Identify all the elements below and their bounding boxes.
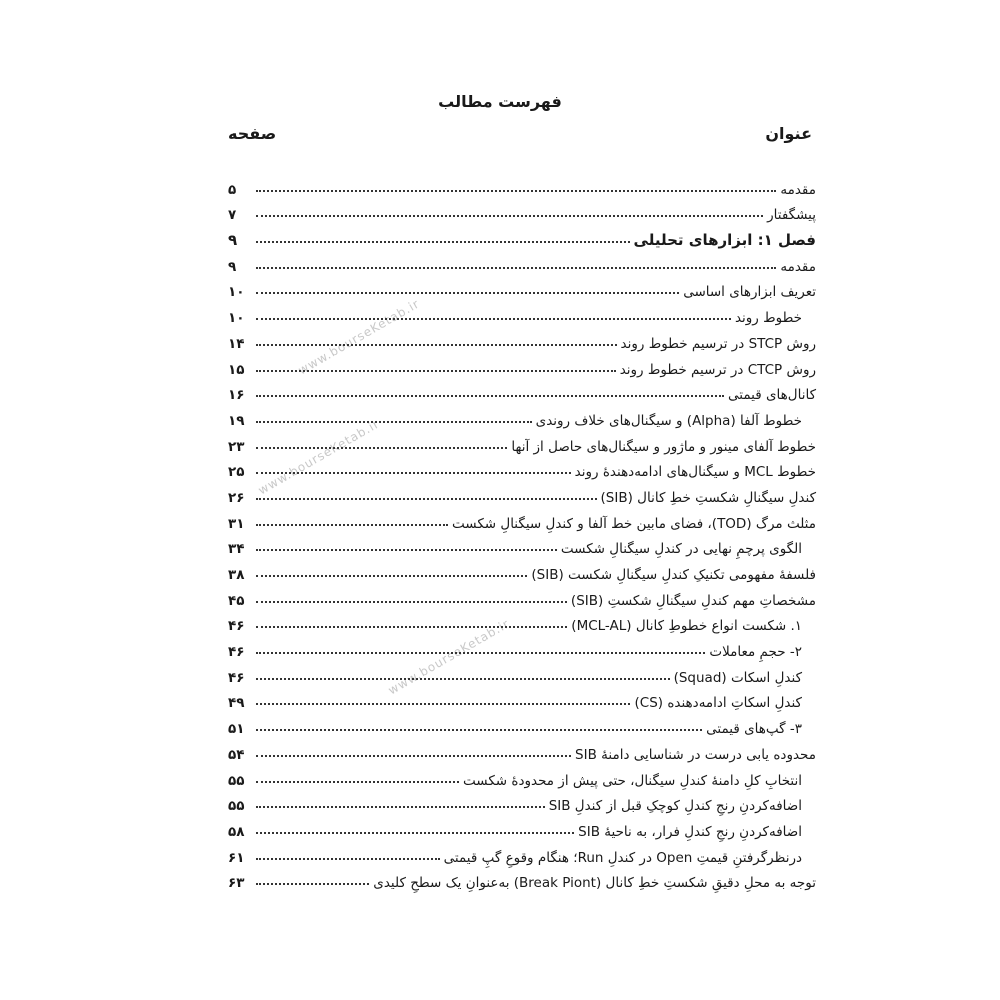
toc-page-number: ۵۱: [228, 721, 245, 738]
dot-leader: [256, 575, 527, 577]
dot-leader: [256, 601, 567, 603]
toc-page-number: ۲۳: [228, 438, 245, 455]
toc-page-number: ۴۶: [228, 618, 245, 635]
dot-leader: [256, 395, 724, 397]
toc-row: [228, 198, 816, 224]
dot-leader: [256, 190, 776, 192]
toc-page-number: ۴۹: [228, 695, 245, 712]
toc-row: [228, 326, 816, 352]
toc-row: [228, 532, 816, 558]
toc-page-number: ۲۶: [228, 489, 245, 506]
watermark-text: www.bourseKetab.ir: [255, 416, 382, 498]
toc-page-number: ۹: [228, 258, 237, 275]
toc-entry-title: کندلِ اسکات (Squad): [673, 669, 802, 686]
dot-leader: [256, 781, 459, 783]
toc-entry-title: اضافه‌کردنِ رنجِ کندلِ فرار، به ناحیهٔ SIB: [578, 823, 802, 840]
toc-entry-title: اضافه‌کردنِ رنجِ کندلِ کوچکِ قبل از کندلِ SIB: [548, 798, 802, 815]
toc-entry-title: ۱. شکست انواع خطوطِ کانال (MCL-AL): [571, 618, 802, 635]
dot-leader: [256, 318, 731, 320]
toc-row: [228, 866, 816, 892]
toc-entry-title: محدوده یابی درست در شناسایی دامنهٔ SIB: [575, 746, 816, 763]
column-title-heading: عنوان: [765, 124, 812, 143]
toc-page-number: ۳۸: [228, 567, 245, 583]
table-of-contents: [228, 172, 816, 891]
toc-page-number: ۶۳: [228, 875, 245, 892]
toc-row: [228, 429, 816, 455]
toc-row: [228, 480, 816, 506]
column-page-heading: صفحه: [228, 124, 277, 143]
toc-page-number: ۱۰: [228, 310, 245, 327]
dot-leader: [256, 755, 571, 757]
toc-page-number: ۴۶: [228, 644, 245, 661]
toc-page-number: ۹: [228, 231, 238, 250]
dot-leader: [256, 344, 617, 346]
dot-leader: [256, 858, 440, 860]
toc-page-number: ۵۴: [228, 746, 245, 763]
dot-leader: [256, 292, 679, 294]
toc-entry-title: تعریف ابزارهای اساسی: [683, 284, 816, 301]
dot-leader: [256, 472, 571, 474]
dot-leader: [256, 678, 670, 680]
toc-row: [228, 506, 816, 532]
dot-leader: [256, 806, 545, 808]
toc-entry-title: درنظرگرفتنِ قیمتِ Open در کندلِ Run؛ هنگام وقوعِ گپِ قیمتی: [443, 849, 802, 866]
dot-leader: [256, 626, 567, 628]
toc-page-number: ۳۱: [228, 515, 245, 532]
toc-entry-title: کانال‌های قیمتی: [728, 387, 816, 404]
toc-entry-title: کندلِ سیگنالِ شکستِ خطِ کانال (SIB): [600, 489, 816, 506]
toc-entry-title: ۲- حجمِ معاملات: [709, 644, 802, 661]
dot-leader: [256, 215, 763, 217]
toc-entry-title: توجه به محلِ دقیقِ شکستِ خطِ کانال (Break Piont) به‌عنوانِ یک سطحِ کلیدی: [373, 875, 816, 892]
toc-page-number: ۴۵: [228, 592, 245, 609]
toc-row: [228, 763, 816, 789]
dot-leader: [256, 524, 448, 526]
toc-entry-title: روش STCP در ترسیم خطوط روند: [620, 335, 816, 352]
toc-page-number: ۳۴: [228, 541, 245, 558]
toc-page-number: ۱۶: [228, 387, 245, 404]
toc-entry-title: مقدمه: [780, 258, 816, 275]
toc-entry-title: پیشگفتار: [767, 207, 816, 224]
toc-page-number: ۵۵: [228, 798, 245, 815]
page-title: فهرست مطالب: [438, 92, 562, 111]
toc-row: [228, 378, 816, 404]
toc-page-number: ۲۵: [228, 464, 245, 481]
toc-page-number: ۷: [228, 207, 237, 224]
toc-page-number: ۱۹: [228, 412, 245, 429]
dot-leader: [256, 241, 630, 243]
dot-leader: [256, 267, 776, 269]
toc-entry-title: فلسفهٔ مفهومی تکنیکِ کندلِ سیگنالِ شکست (SIB): [531, 567, 816, 583]
toc-row: [228, 634, 816, 660]
toc-row: [228, 711, 816, 737]
toc-entry-title: فصل ۱: ابزارهای تحلیلی: [633, 231, 816, 250]
dot-leader: [256, 703, 630, 705]
toc-row: [228, 814, 816, 840]
toc-entry-title: مثلث مرگ (TOD)، فضای مابین خط آلفا و کندلِ سیگنالِ شکست: [452, 515, 816, 532]
toc-page-number: ۵۵: [228, 772, 245, 789]
toc-row: [228, 403, 816, 429]
toc-row: [228, 660, 816, 686]
toc-row: [228, 455, 816, 481]
dot-leader: [256, 883, 369, 885]
toc-row: [228, 686, 816, 712]
toc-row: [228, 583, 816, 609]
toc-entry-title: خطوط آلفای مینور و ماژور و سیگنال‌های حاصل از آنها: [511, 438, 816, 455]
toc-row: [228, 737, 816, 763]
toc-row: [228, 352, 816, 378]
toc-entry-title: خطوط آلفا (Alpha) و سیگنال‌های خلاف روندی: [535, 412, 802, 429]
dot-leader: [256, 498, 597, 500]
dot-leader: [256, 652, 705, 654]
toc-entry-title: مقدمه: [780, 181, 816, 198]
toc-page-number: ۱۴: [228, 335, 245, 352]
toc-page-number: ۵۸: [228, 823, 245, 840]
toc-page-number: ۱۵: [228, 361, 245, 378]
toc-row: [228, 223, 816, 249]
toc-row: [228, 300, 816, 326]
toc-page-number: ۴۶: [228, 669, 245, 686]
toc-entry-title: مشخصاتِ مهم کندلِ سیگنالِ شکستِ (SIB): [570, 592, 816, 609]
dot-leader: [256, 421, 532, 423]
watermark-text: www.bourseKetab.ir: [385, 616, 512, 698]
toc-row: [228, 789, 816, 815]
toc-entry-title: خطوط روند: [734, 310, 802, 327]
toc-entry-title: روش CTCP در ترسیم خطوط روند: [619, 361, 816, 378]
toc-entry-title: خطوط MCL و سیگنال‌های ادامه‌دهندهٔ روند: [574, 464, 816, 481]
dot-leader: [256, 370, 616, 372]
toc-row: [228, 609, 816, 635]
dot-leader: [256, 447, 507, 449]
dot-leader: [256, 549, 557, 551]
toc-entry-title: ۳- گپ‌های قیمتی: [706, 721, 802, 738]
toc-page-number: ۱۰: [228, 284, 245, 301]
toc-entry-title: کندلِ اسکاتِ ادامه‌دهنده (CS): [634, 695, 802, 712]
toc-row: [228, 557, 816, 583]
toc-entry-title: الگوی پرچمِ نهایی در کندلِ سیگنالِ شکست: [560, 541, 802, 558]
toc-row: [228, 249, 816, 275]
toc-entry-title: انتخابِ کلِ دامنهٔ کندلِ سیگنال، حتی پیش از محدودهٔ شکست: [463, 772, 802, 789]
dot-leader: [256, 832, 574, 834]
dot-leader: [256, 729, 702, 731]
toc-page-number: ۵: [228, 181, 237, 198]
toc-row: [228, 275, 816, 301]
toc-row: [228, 840, 816, 866]
toc-row: [228, 172, 816, 198]
toc-page-number: ۶۱: [228, 849, 245, 866]
watermark-text: www.bourseKetab.ir: [295, 296, 422, 378]
